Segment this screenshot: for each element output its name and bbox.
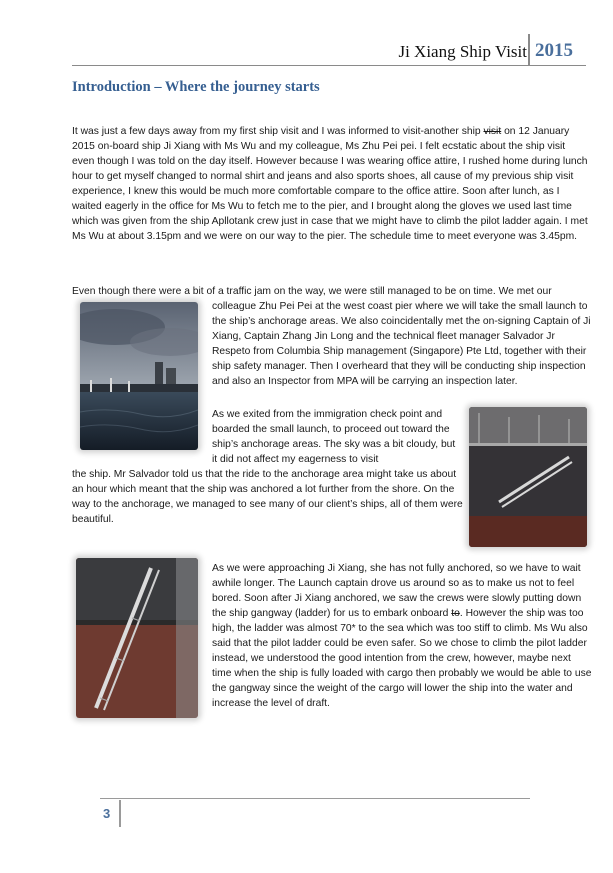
header-title: Ji Xiang Ship Visit <box>398 42 527 61</box>
header-divider <box>528 34 530 66</box>
para4-text-b: . However the ship was too high, the ladder was almost 70* to the sea which was too stiff to climb. Ms Wu also said that the pilot ladder could be even safer. So we chose to climb the pilot ladder instead, we understood the good intention from the crew, however, maybe next time when the ship is fully loaded with cargo then probably we would be able to use the gangway since the weight of the cargo will lower the ship into the water and increase the level of draft. <box>212 608 592 709</box>
paragraph-3-narrow: As we exited from the immigration check point and boarded the small launch, to proceed out toward the ship’s anchorage areas. The sky was a bit cloudy, but it did not affect my eagerness to visit <box>212 409 456 465</box>
harbour-photo <box>80 302 198 450</box>
paragraph-3-wide: the ship. Mr Salvador told us that the ride to the anchorage area might take us about an hour which meant that the ship was anchored a lot further from the shore. On the way to the anchorage, we managed to see many of our client’s ships, all of them were beautiful. <box>72 469 463 525</box>
footer-divider <box>119 800 121 827</box>
paragraph-1 <box>72 124 590 244</box>
header-rule <box>72 65 586 66</box>
header-year: 2015 <box>535 40 573 61</box>
section-heading: Introduction – Where the journey starts <box>72 79 320 95</box>
paragraph-2: colleague Zhu Pei Pei at the west coast pier where we will take the small launch to the ship’s anchorage areas. We also coincidentally met the on-signing Captain of Ji Xiang, Captain Zhang Jin Long and the technical fleet manager Salvador Jr Respeto from Columbia Ship management (Singapore) Pte Ltd, together with their ship safety manager. Then I overheard that they will be conducting ship inspection and also an Inspector from MPA will be carrying an inspection later. <box>212 301 591 387</box>
para1-deleted: visit <box>483 126 502 137</box>
footer-rule <box>100 798 530 799</box>
page-number: 3 <box>103 806 111 821</box>
gangway-photo <box>469 407 587 547</box>
para4-deleted: to <box>451 608 460 619</box>
para1-text-b: on 12 January 2015 on-board ship Ji Xiang with Ms Wu and my colleague, Ms Zhu Pei pei. I felt ecstatic about the ship visit even though I was told on the day itself. However because I was wearing office attire, I rushed home during lunch hour to get myself changed to normal shirt and jeans and also sports shoes, all cause of my previous ship visit experience, I knew this would be much more comfortable compare to the office attire. Soon after lunch, as I waited eagerly in the office for Ms Wu to fetch me to the pier, and I brought along the gloves we used last time which was given from the ship Apllotank crew just in case that we might have to climb the pilot ladder again. I met Ms Wu at about 3.15pm and we were on our way to the pier. The schedule time to meet everyone was 3.45pm. <box>72 126 588 242</box>
paragraph-2-first-line: Even though there were a bit of a traffic jam on the way, we were still managed to be on time. We met our <box>72 286 552 297</box>
para1-text-a: It was just a few days away from my first ship visit and I was informed to visit-another ship <box>72 126 484 137</box>
paragraph-4 <box>212 561 592 711</box>
para4-text-a: As we were approaching Ji Xiang, she has not fully anchored, so we have to wait awhile longer. The Launch captain drove us around so as to make us not to feel bored. Soon after Ji Xiang anchored, we saw the crews were slowly putting down the ship gangway (ladder) for us to embark onboard <box>212 563 582 619</box>
ship-hull-photo <box>76 558 198 718</box>
